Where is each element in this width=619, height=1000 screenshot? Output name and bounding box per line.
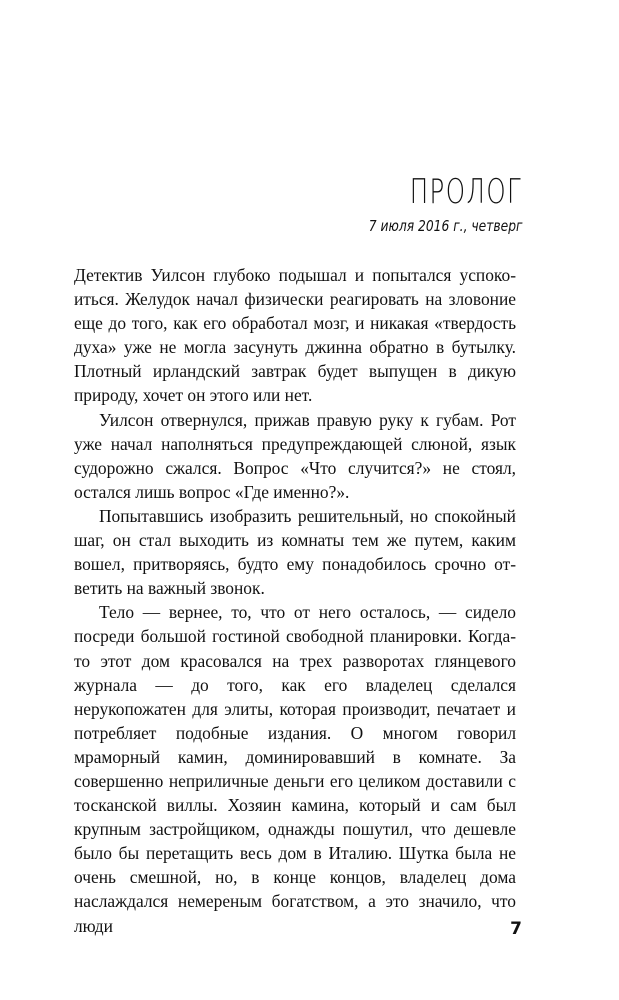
chapter-title: ПРОЛОГ xyxy=(409,172,522,212)
body-text xyxy=(74,263,516,938)
chapter-date: 7 июля 2016 г., четверг xyxy=(368,217,522,235)
paragraph: Тело — вернее, то, что от него осталось, — сидело посреди большой гостиной свободной планировки. Когда-то этот дом красовался на трех разворотах глянцевого журнала — до того, как его владелец сделался нерукопожатен для элиты, которая производит, печатает и потребляет подобные издания. О многом говорил мраморный камин, доминировавший в комнате. За совершенно неприличные деньги его целиком доставили с тосканской виллы. Хозяин камина, который и сам был крупным застройщиком, однажды пошутил, что дешевле было бы перетащить весь дом в Италию. Шутка была не очень смешной, но, в конце концов, владелец дома наслаждался немереным богатством, а это значило, что люди xyxy=(74,602,516,936)
paragraph: Детектив Уилсон глубоко подышал и попытался успокоиться. Желудок начал физически реагировать на зловоние еще до того, как его обработал мозг, и никакая «твердость духа» уже не могла засунуть джинна обратно в бутылку. Плотный ирландский завтрак будет выпущен в дикую природу, хочет он этого или нет. xyxy=(74,265,516,406)
paragraph: Уилсон отвернулся, прижав правую руку к губам. Рот уже начал наполняться предупреждающей слюной, язык судорожно сжался. Вопрос «Что случится?» не стоял, остался лишь вопрос «Где именно?». xyxy=(74,409,516,502)
paragraph: Попытавшись изобразить решительный, но спокойный шаг, он стал выходить из комнаты тем же путем, каким вошел, притворяясь, будто ему понадобилось срочно ответить на важный звонок. xyxy=(74,505,516,599)
page-number: 7 xyxy=(510,919,522,939)
